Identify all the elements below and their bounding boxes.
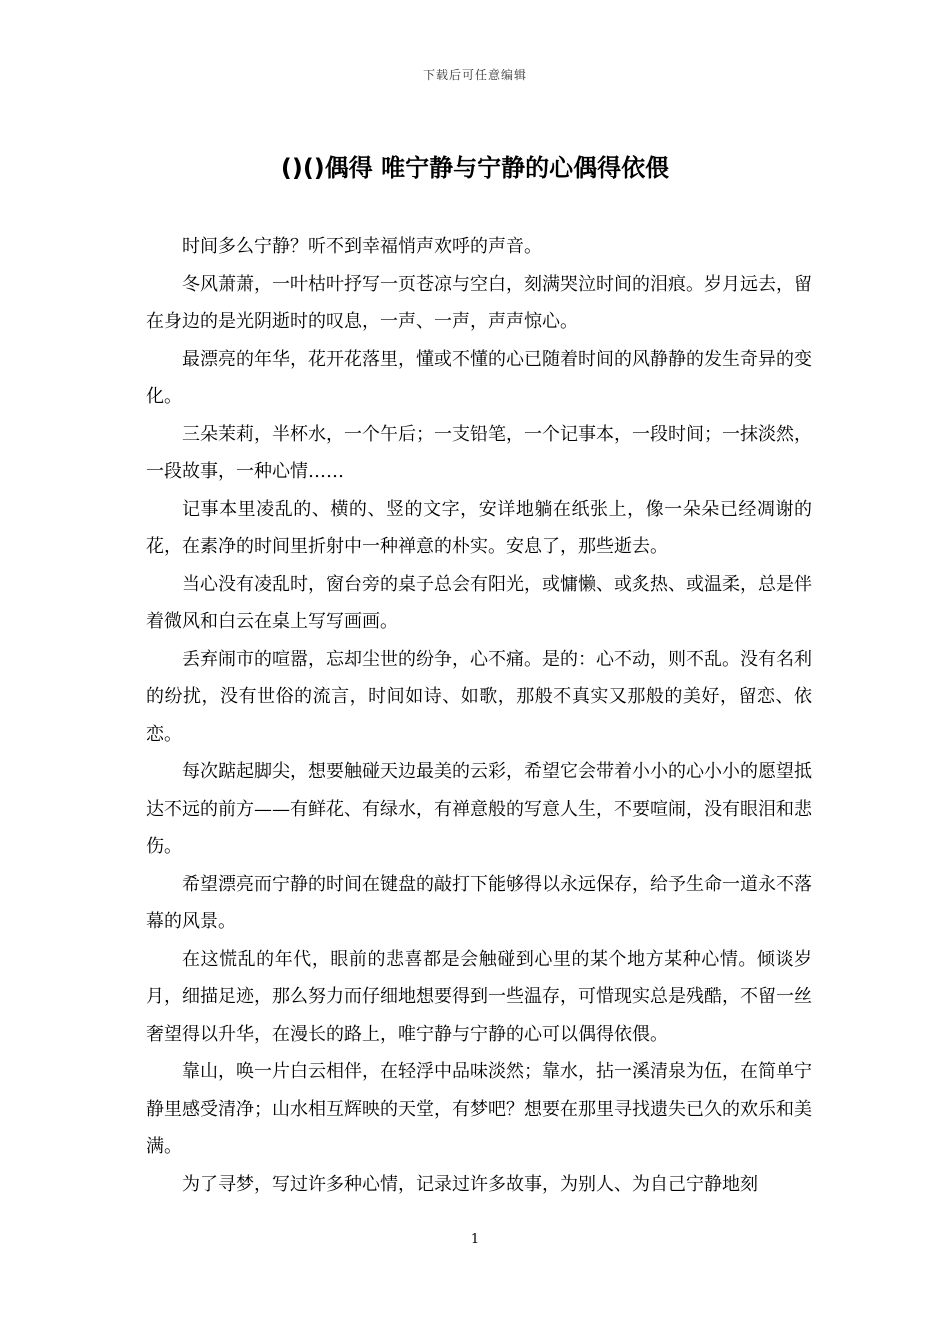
paragraph: 冬风萧萧，一叶枯叶抒写一页苍凉与空白，刻满哭泣时间的泪痕。岁月远去，留在身边的是光阴逝时的叹息，一声、一声，声声惊心。 (146, 273, 812, 332)
paragraph: 每次踮起脚尖，想要触碰天边最美的云彩，希望它会带着小小的心小小的愿望抵达不远的前方——有鲜花、有绿水，有禅意般的写意人生，不要喧闹，没有眼泪和悲伤。 (146, 761, 812, 857)
paragraph: 为了寻梦，写过许多种心情，记录过许多故事，为别人、为自己宁静地刻 (182, 1173, 758, 1195)
paragraph: 记事本里凌乱的、横的、竖的文字，安详地躺在纸张上，像一朵朵已经凋谢的花，在素净的时间里折射中一种禅意的朴实。安息了，那些逝去。 (146, 498, 812, 557)
document-body (146, 228, 812, 1203)
paragraph: 当心没有凌乱时，窗台旁的桌子总会有阳光，或慵懒、或炙热、或温柔，总是伴着微风和白云在桌上写写画画。 (146, 573, 812, 632)
paragraph: 最漂亮的年华，花开花落里，懂或不懂的心已随着时间的风静静的发生奇异的变化。 (146, 348, 812, 407)
paragraph: 时间多么宁静？听不到幸福悄声欢呼的声音。 (182, 236, 542, 257)
paragraph: 在这慌乱的年代，眼前的悲喜都是会触碰到心里的某个地方某种心情。倾谈岁月，细描足迹，那么努力而仔细地想要得到一些温存，可惜现实总是残酷，不留一丝奢望得以升华，在漫长的路上，唯宁静与宁静的心可以偶得依偎。 (146, 948, 812, 1045)
paragraph: 丢弃闹市的喧嚣，忘却尘世的纷争，心不痛。是的：心不动，则不乱。没有名利的纷扰，没有世俗的流言，时间如诗、如歌，那般不真实又那般的美好，留恋、依恋。 (146, 648, 812, 745)
paragraph: 希望漂亮而宁静的时间在键盘的敲打下能够得以永远保存，给予生命一道永不落幕的风景。 (146, 873, 812, 932)
header-note: 下载后可任意编辑 (422, 68, 527, 82)
paragraph: 三朵茉莉，半杯水，一个午后；一支铅笔，一个记事本，一段时间；一抹淡然，一段故事，一种心情…… (146, 423, 812, 482)
document-title: ()()偶得 唯宁静与宁静的心偶得依偎 (280, 154, 670, 182)
paragraph: 靠山，唤一片白云相伴，在轻浮中品味淡然；靠水，拈一溪清泉为伍，在简单宁静里感受清净；山水相互辉映的天堂，有梦吧？想要在那里寻找遗失已久的欢乐和美满。 (146, 1061, 812, 1157)
page-number: 1 (470, 1232, 480, 1247)
